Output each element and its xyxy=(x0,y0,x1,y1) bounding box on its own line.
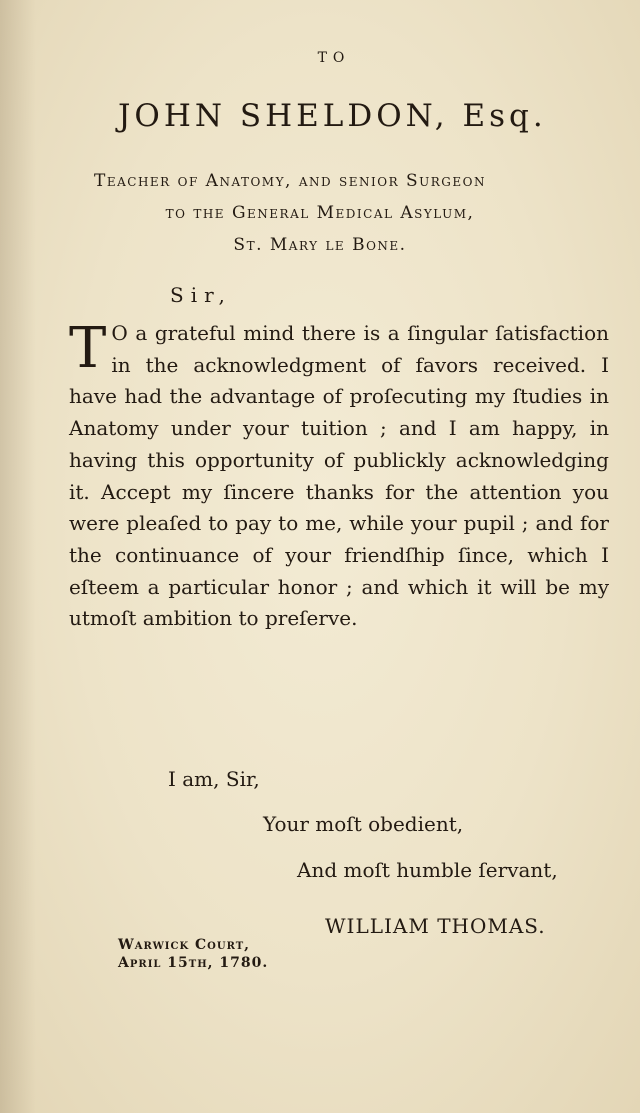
closing-line-1: I am, Sir, xyxy=(168,767,260,791)
dedicatee-name: JOHN SHELDON, Esq. xyxy=(118,98,547,134)
letter-text: O a grateful mind there is a ſingular ſatisfaction in the acknowledgment of favors received. I have had the advantage of proſecuting my ſtudies in Anatomy under your tuition ; and I am happy, in having this opportunity of publickly acknowledging it. Accept my ſincere thanks for the attention you were pleaſed to pay to me, while your pupil ; and for the continuance of your friendſhip ſince, which I eſteem a particular honor ; and which it will be my utmoſt ambition to preſerve. xyxy=(69,321,609,631)
dedication-to-heading: TO xyxy=(317,50,351,66)
date-line: April 15th, 1780. xyxy=(118,955,269,971)
closing-line-2: Your moſt obedient, xyxy=(263,812,464,836)
signature: WILLIAM THOMAS. xyxy=(325,914,546,938)
letter-body xyxy=(69,318,609,635)
closing-line-3: And moſt humble ſervant, xyxy=(297,858,558,882)
dedicatee-title-line-1: Teacher of Anatomy, and senior Surgeon xyxy=(94,171,486,191)
drop-cap: T xyxy=(69,316,107,381)
dedicatee-title-line-2: to the General Medical Asylum, xyxy=(165,203,475,223)
place-line: Warwick Court, xyxy=(118,937,251,953)
dedicatee-title-line-3: St. Mary le Bone. xyxy=(233,235,407,255)
page-edge-shadow xyxy=(0,0,36,1113)
salutation: Sir, xyxy=(170,283,232,307)
